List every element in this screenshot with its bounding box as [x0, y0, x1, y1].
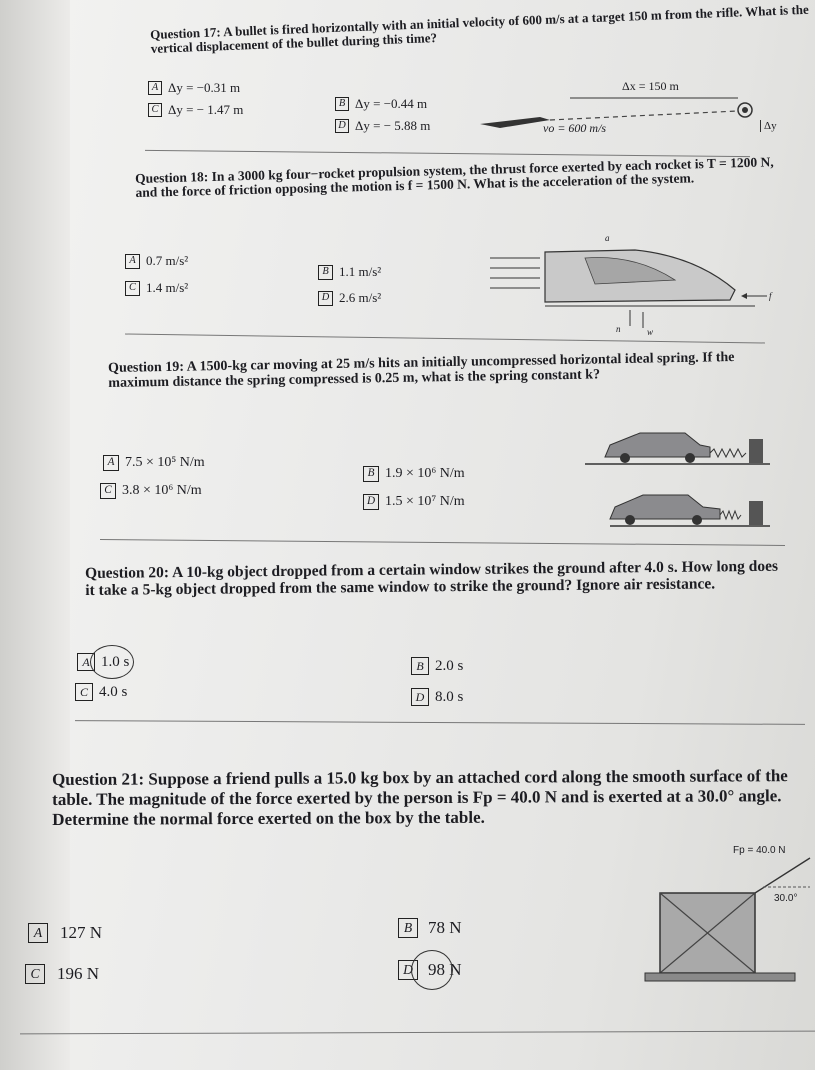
option-text: 1.4 m/s² [146, 280, 189, 295]
option-text: Δy = −0.31 m [168, 80, 241, 95]
q18-option-d[interactable] [318, 290, 381, 306]
handwritten-circle-mark [411, 950, 453, 990]
q17-dy-label: Δy [760, 120, 777, 132]
box-cord-figure [645, 858, 815, 988]
option-letter-box: A [28, 923, 48, 943]
option-text: 1.0 s [101, 653, 130, 670]
handwritten-circle-mark [90, 645, 134, 679]
question-21-text: Question 21: Suppose a friend pulls a 15.0 kg box by an attached cord along the smooth surface of the table. The magnitude of the force exerted by the person is Fp = 40.0 N and is exerted at a 30.0° angle. Determine the normal force exerted on the box by the table. [52, 766, 788, 830]
option-text: Δy = − 1.47 m [168, 102, 244, 117]
wall-top [749, 439, 763, 463]
q17-option-b[interactable] [335, 96, 427, 112]
option-text: 0.7 m/s² [146, 253, 189, 268]
option-letter-box: D [335, 119, 349, 133]
cord-line [755, 858, 810, 893]
option-letter-box: C [25, 964, 45, 984]
q18-a-label: a [605, 233, 610, 243]
rocket-sled-figure [485, 240, 775, 335]
option-text: 127 N [60, 923, 103, 942]
wall-bottom [749, 501, 763, 525]
divider [145, 150, 750, 157]
q18-option-a[interactable] [125, 253, 188, 269]
option-letter-box: D [318, 291, 333, 306]
car-top [585, 433, 770, 464]
option-letter-box: C [148, 103, 162, 117]
option-text: 7.5 × 10⁵ N/m [125, 455, 205, 470]
option-letter-box: A [125, 254, 140, 269]
option-text: 78 N [428, 918, 462, 937]
page-shadow-edge [0, 0, 70, 1070]
question-18-text: Question 18: In a 3000 kg four−rocket propulsion system, the thrust force exerted by each rocket is T = 1200 N, and the force of friction opposing the motion is f = 1500 N. What is the acceleration of the system. [134, 154, 774, 201]
q20-option-d[interactable] [411, 688, 463, 706]
q20-option-b[interactable] [411, 657, 463, 675]
spring-bottom [720, 511, 741, 519]
bullet-path [550, 111, 738, 120]
q21-angle-label: 30.0° [774, 893, 798, 904]
option-letter-box: D [411, 688, 429, 706]
rifle-shape [480, 117, 550, 128]
option-letter-box: D [398, 960, 418, 980]
q17-option-d[interactable] [335, 118, 430, 134]
option-text: 1.1 m/s² [339, 264, 382, 279]
option-letter-box: B [411, 657, 429, 675]
question-17-text: Question 17: A bullet is fired horizontally with an initial velocity of 600 m/s at a target 150 m from the rifle. What is the vertical displacement of the bullet during this time? [149, 1, 810, 56]
option-text: 3.8 × 10⁶ N/m [122, 483, 202, 498]
option-letter-box: D [363, 494, 379, 510]
option-text: Δy = − 5.88 m [355, 118, 431, 133]
option-letter-box: B [398, 918, 418, 938]
divider [100, 539, 785, 546]
option-letter-box: B [335, 97, 349, 111]
q18-f-label: f [769, 291, 772, 301]
q17-option-c[interactable] [148, 102, 243, 118]
divider [20, 1031, 815, 1035]
option-text: 2.0 s [435, 657, 464, 674]
option-text: Δy = −0.44 m [355, 96, 428, 111]
q17-dx-label: Δx = 150 m [622, 79, 679, 93]
option-letter-box: A [77, 653, 95, 671]
divider [125, 334, 765, 344]
bullet-trajectory-figure [480, 90, 780, 140]
question-20-text: Question 20: A 10-kg object dropped from a certain window strikes the ground after 4.0 s. How long does it take a 5-kg object dropped from the same window to strike the ground? Ignore air resistance. [85, 557, 779, 600]
q19-option-c[interactable] [100, 483, 202, 499]
table-surface [645, 973, 795, 981]
q17-v0-label: vo = 600 m/s [543, 121, 607, 135]
option-text: 8.0 s [435, 688, 464, 705]
option-letter-box: A [148, 81, 162, 95]
q18-n-label: n [616, 324, 621, 334]
q19-option-b[interactable] [363, 466, 465, 482]
option-text: 4.0 s [99, 683, 128, 700]
question-19-text: Question 19: A 1500-kg car moving at 25 m/s hits an initially uncompressed horizontal ideal spring. If the maximum distance the spring compressed is 0.25 m, what is the spring constant k? [107, 350, 735, 391]
q21-force-label: Fp = 40.0 N [733, 845, 786, 856]
option-letter-box: B [363, 466, 379, 482]
q20-option-c[interactable] [75, 683, 127, 701]
q17-option-a[interactable] [148, 80, 240, 96]
q21-option-b[interactable] [398, 918, 462, 938]
option-text: 196 N [57, 964, 100, 983]
option-text: 1.5 × 10⁷ N/m [385, 494, 465, 509]
q21-option-a[interactable] [28, 923, 102, 943]
car-bottom [610, 495, 770, 526]
option-letter-box: C [125, 281, 140, 296]
q18-w-label: w [647, 327, 654, 337]
option-letter-box: C [75, 683, 93, 701]
q21-option-c[interactable] [25, 964, 99, 984]
option-letter-box: B [318, 265, 333, 280]
thrust-arrows [490, 258, 540, 288]
q19-option-d[interactable] [363, 494, 465, 510]
car-spring-figure [585, 425, 775, 535]
spring-top [710, 449, 746, 457]
option-letter-box: A [103, 455, 119, 471]
q18-option-c[interactable] [125, 280, 188, 296]
q18-option-b[interactable] [318, 264, 381, 280]
q19-option-a[interactable] [103, 455, 205, 471]
option-text: 1.9 × 10⁶ N/m [385, 466, 465, 481]
divider [75, 720, 805, 725]
option-text: 98 N [428, 960, 462, 979]
option-text: 2.6 m/s² [339, 290, 382, 305]
option-letter-box: C [100, 483, 116, 499]
